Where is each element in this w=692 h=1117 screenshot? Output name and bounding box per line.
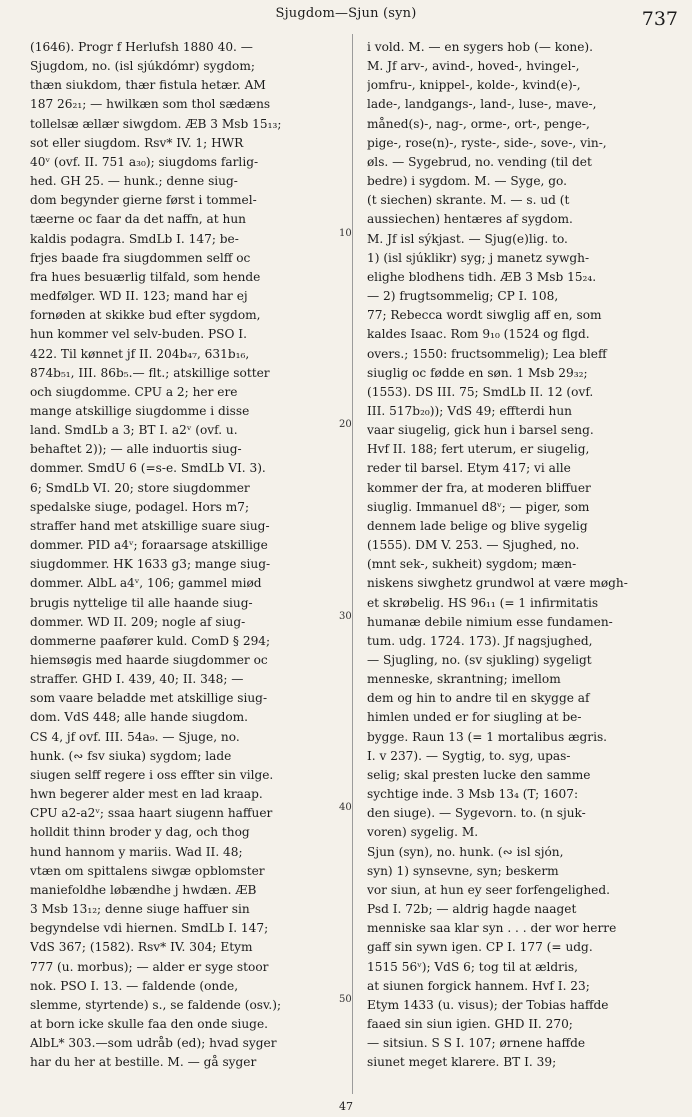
text-line: sychtige inde. 3 Msb 13₄ (T; 1607: bbox=[367, 787, 579, 802]
text-line: jomfru-, knippel-, kolde-, kvind(e)-, bbox=[367, 78, 581, 93]
text-line: som vaare beladde met atskillige siug- bbox=[30, 691, 268, 706]
text-line: Etym 1433 (u. visus); der Tobias haffde bbox=[367, 997, 609, 1012]
page-number: 737 bbox=[641, 8, 678, 30]
text-line: land. SmdLb a 3; BT I. a2ᵛ (ovf. u. bbox=[30, 423, 238, 438]
page-header bbox=[0, 6, 692, 30]
text-line: 777 (u. morbus); — alder er syge stoor bbox=[30, 959, 269, 974]
text-line: fornøden at skikke bud efter sygdom, bbox=[30, 308, 261, 323]
text-line: selig; skal presten lucke den samme bbox=[367, 767, 591, 782]
text-line: 3 Msb 13₁₂; denne siuge haffuer sin bbox=[30, 902, 250, 917]
text-line: dom begynder gierne først i tommel- bbox=[30, 193, 257, 208]
text-line: hund hannom y mariis. Wad II. 48; bbox=[30, 844, 243, 859]
line-number: 20 bbox=[339, 419, 352, 430]
text-line: slemme, styrtende) s., se faldende (osv.); bbox=[30, 997, 282, 1012]
text-line: och siugdomme. CPU a 2; her ere bbox=[30, 384, 238, 399]
text-line: AlbL* 303.—som udråb (ed); hvad syger bbox=[30, 1036, 277, 1051]
text-line: siugen selff regere i oss effter sin vilge. bbox=[30, 767, 274, 782]
text-line: tæerne oc faar da det naffn, at hun bbox=[30, 212, 246, 227]
text-line: (1646). Progr f Herlufsh 1880 40. — bbox=[30, 40, 253, 54]
text-line: (1553). DS III. 75; SmdLb II. 12 (ovf. bbox=[367, 384, 594, 399]
line-number: 10 bbox=[339, 228, 352, 239]
text-line: den siuge). — Sygevorn. to. (n sjuk- bbox=[367, 806, 586, 821]
text-line: 422. Til kønnet jf II. 204b₄₇, 631b₁₆, bbox=[30, 346, 250, 361]
text-line: 187 26₂₁; — hwilkæn som thol sædæns bbox=[30, 97, 271, 112]
text-line: III. 517b₂₀)); VdS 49; effterdi hun bbox=[367, 403, 572, 418]
text-line: — 2) frugtsommelig; CP I. 108, bbox=[367, 289, 559, 304]
text-line: straffer. GHD I. 439, 40; II. 348; — bbox=[30, 672, 244, 687]
text-line: spedalske siuge, podagel. Hors m7; bbox=[30, 499, 250, 514]
text-line: har du her at bestille. M. — gå syger bbox=[30, 1055, 257, 1070]
text-line: bygge. Raun 13 (= 1 mortalibus ægris. bbox=[367, 729, 608, 744]
text-line: thæn siukdom, thær fistula hetær. AM bbox=[30, 78, 266, 93]
text-line: menneske, skrantning; imellom bbox=[367, 672, 561, 687]
column-divider bbox=[352, 34, 353, 1094]
text-line: dommerne paafører kuld. ComD § 294; bbox=[30, 633, 271, 648]
text-line: Sjun (syn), no. hunk. (∾ isl sjón, bbox=[367, 844, 564, 859]
text-line: 1) (isl sjúklikr) syg; j manetz sywgh- bbox=[367, 250, 590, 265]
text-line: kommer der fra, at moderen bliffuer bbox=[367, 480, 591, 495]
text-line: CPU a2-a2ᵛ; ssaa haart siugenn haffuer bbox=[30, 806, 273, 821]
text-line: frjes baade fra siugdommen selff oc bbox=[30, 250, 251, 265]
text-line: dommer. WD II. 209; nogle af siug- bbox=[30, 614, 246, 629]
text-line: sot eller siugdom. Rsv* IV. 1; HWR bbox=[30, 135, 244, 150]
text-line: dommer. SmdU 6 (=s-e. SmdLb VI. 3). bbox=[30, 461, 266, 476]
text-line: dennem lade belige og blive sygelig bbox=[367, 518, 588, 533]
text-line: Psd I. 72b; — aldrig hagde naaget bbox=[367, 902, 577, 917]
text-line: M. Jf arv-, avind-, hoved-, hvingel-, bbox=[367, 59, 580, 74]
text-line: holldit thinn broder y dag, och thog bbox=[30, 825, 250, 840]
text-line: fra hues besuærlig tilfald, som hende bbox=[30, 269, 261, 284]
text-line: i vold. M. — en sygers hob (— kone). bbox=[367, 40, 593, 54]
right-column bbox=[367, 38, 681, 1072]
text-line: dom. VdS 448; alle hande siugdom. bbox=[30, 710, 249, 725]
text-line: dommer. PID a4ᵛ; foraarsage atskillige bbox=[30, 538, 268, 553]
text-line: måned(s)-, nag-, orme-, ort-, penge-, bbox=[367, 116, 590, 131]
text-line: maniefoldhe løbændhe j hwdæn. ÆB bbox=[30, 882, 257, 897]
text-line: faaed sin siun igien. GHD II. 270; bbox=[367, 1016, 573, 1031]
running-head: Sjugdom—Sjun (syn) bbox=[275, 6, 417, 21]
text-line: vtæn om spittalens siwgæ opblomster bbox=[30, 863, 265, 878]
text-line: øls. — Sygebrud, no. vending (til det bbox=[367, 154, 592, 169]
text-line: menniske saa klar syn . . . der wor herre bbox=[367, 921, 617, 936]
line-number: 40 bbox=[339, 802, 352, 813]
text-line: overs.; 1550: fructsommelig); Lea bleff bbox=[367, 346, 607, 361]
text-line: medfølger. WD II. 123; mand har ej bbox=[30, 289, 248, 304]
text-line: (t siechen) skrante. M. — s. ud (t bbox=[367, 193, 570, 208]
text-line: (mnt sek-, sukheit) sygdom; mæn- bbox=[367, 557, 577, 572]
text-line: 1515 56ᵛ); VdS 6; tog til at ældris, bbox=[367, 959, 578, 974]
text-line: Hvf II. 188; fert uterum, er siugelig, bbox=[367, 442, 590, 457]
text-line: dommer. AlbL a4ᵛ, 106; gammel miød bbox=[30, 576, 262, 591]
text-line: niskens siwghetz grundwol at være møgh- bbox=[367, 576, 628, 591]
text-line: M. Jf isl sýkjast. — Sjug(e)lig. to. bbox=[367, 231, 568, 246]
text-line: at born icke skulle faa den onde siuge. bbox=[30, 1016, 268, 1031]
text-line: hunk. (∾ fsv siuka) sygdom; lade bbox=[30, 748, 232, 763]
left-column bbox=[30, 38, 336, 1072]
line-number: 50 bbox=[339, 994, 352, 1005]
line-number: 30 bbox=[339, 611, 352, 622]
text-line: voren) sygelig. M. bbox=[367, 825, 479, 840]
text-line: gaff sin sywn igen. CP I. 177 (= udg. bbox=[367, 940, 593, 955]
text-line: et skrøbelig. HS 96₁₁ (= 1 infirmitatis bbox=[367, 595, 599, 610]
text-line: hwn begerer alder mest en lad kraap. bbox=[30, 787, 263, 802]
text-line: at siunen forgick hannem. Hvf I. 23; bbox=[367, 978, 590, 993]
text-line: hiemsøgis med haarde siugdommer oc bbox=[30, 653, 268, 667]
text-line: 6; SmdLb VI. 20; store siugdommer bbox=[30, 480, 250, 495]
text-line: tum. udg. 1724. 173). Jf nagsjughed, bbox=[367, 633, 593, 648]
text-line: CS 4, jf ovf. III. 54a₉. — Sjuge, no. bbox=[30, 729, 240, 744]
text-line: hed. GH 25. — hunk.; denne siug- bbox=[30, 174, 238, 189]
text-line: vor siun, at hun ey seer forfengelighed. bbox=[367, 882, 610, 897]
text-line: himlen unded er for siugling at be- bbox=[367, 710, 582, 725]
text-line: kaldis podagra. SmdLb I. 147; be- bbox=[30, 231, 239, 246]
text-line: vaar siugelig, gick hun i barsel seng. bbox=[367, 423, 594, 438]
text-line: humanæ debile nimium esse fundamen- bbox=[367, 614, 613, 629]
text-line: dem og hin to andre til en skygge af bbox=[367, 691, 590, 706]
text-line: siugdommer. HK 1633 g3; mange siug- bbox=[30, 557, 271, 572]
text-line: siuglig. Immanuel d8ᵛ; — piger, som bbox=[367, 499, 590, 514]
text-line: syn) 1) synsevne, syn; beskerm bbox=[367, 863, 559, 878]
text-line: bedre) i sygdom. M. — Syge, go. bbox=[367, 174, 567, 189]
text-line: 77; Rebecca wordt siwglig aff en, som bbox=[367, 308, 602, 323]
text-line: Sjugdom, no. (isl sjúkdómr) sygdom; bbox=[30, 59, 255, 74]
text-line: reder til barsel. Etym 417; vi alle bbox=[367, 461, 571, 476]
text-line: brugis nyttelige til alle haande siug- bbox=[30, 595, 253, 610]
text-line: straffer hand met atskillige suare siug- bbox=[30, 518, 270, 533]
text-line: behaftet 2)); — alle induortis siug- bbox=[30, 442, 242, 457]
text-line: (1555). DM V. 253. — Sjughed, no. bbox=[367, 538, 580, 553]
text-line: pige-, rose(n)-, ryste-, side-, sove-, vin-, bbox=[367, 135, 607, 150]
text-line: — Sjugling, no. (sv sjukling) sygeligt bbox=[367, 653, 592, 667]
text-line: lade-, landgangs-, land-, luse-, mave-, bbox=[367, 97, 597, 112]
text-line: begyndelse vdi hiernen. SmdLb I. 147; bbox=[30, 921, 269, 936]
text-line: I. v 237). — Sygtig, to. syg, upas- bbox=[367, 748, 571, 763]
text-line: hun kommer vel selv-buden. PSO I. bbox=[30, 327, 247, 342]
text-line: tollelsæ ællær siwgdom. ÆB 3 Msb 15₁₃; bbox=[30, 116, 282, 131]
text-line: nok. PSO I. 13. — faldende (onde, bbox=[30, 978, 239, 993]
text-line: siunet meget klarere. BT I. 39; bbox=[367, 1055, 557, 1070]
text-line: 40ᵛ (ovf. II. 751 a₃₀); siugdoms farlig- bbox=[30, 154, 259, 169]
text-line: mange atskillige siugdomme i disse bbox=[30, 403, 250, 418]
text-line: — sitsiun. S S I. 107; ørnene haffde bbox=[367, 1036, 586, 1051]
text-line: siuglig oc fødde en søn. 1 Msb 29₃₂; bbox=[367, 365, 588, 380]
text-line: kaldes Isaac. Rom 9₁₀ (1524 og flgd. bbox=[367, 327, 590, 342]
sheet-signature: 47 bbox=[339, 1100, 353, 1113]
text-line: 874b₅₁, III. 86b₅.— flt.; atskillige sotter bbox=[30, 365, 270, 380]
text-line: VdS 367; (1582). Rsv* IV. 304; Etym bbox=[30, 940, 253, 955]
text-line: elighe blodhens tidh. ÆB 3 Msb 15₂₄. bbox=[367, 269, 597, 284]
text-line: aussiechen) hentæres af sygdom. bbox=[367, 212, 573, 227]
